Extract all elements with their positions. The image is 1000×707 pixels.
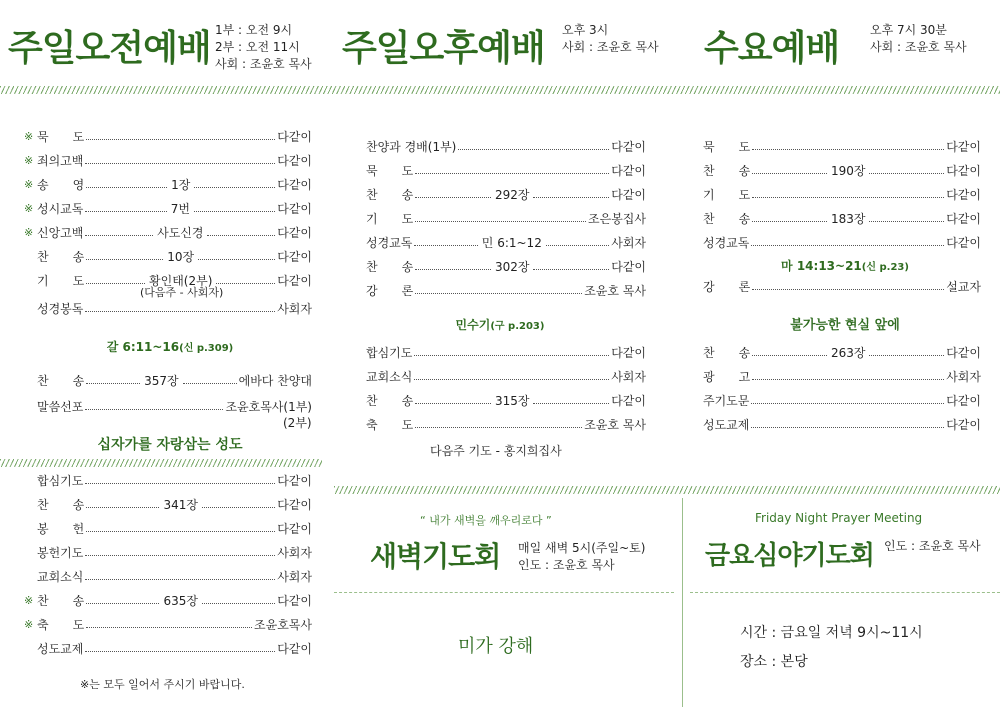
morning-service-host: 사회 : 조윤호 목사 — [215, 57, 312, 71]
order-label: 봉헌기도 — [37, 545, 84, 560]
morning-service-second: 2부 : 오전 11시 — [215, 40, 300, 54]
morning-closing-row — [24, 638, 312, 658]
order-value: 다같이 — [277, 249, 312, 264]
morning-service-first: 1부 : 오전 9시 — [215, 23, 293, 37]
order-label: 찬 송 — [37, 497, 85, 512]
leader-dots — [751, 427, 944, 428]
order-label: 축 도 — [37, 617, 85, 632]
morning-prayer-note: (다음주 - 사회자) — [140, 286, 224, 299]
morning-closing-row — [24, 566, 312, 586]
order-label: 합심기도 — [366, 345, 413, 360]
order-label: 강 론 — [366, 283, 414, 298]
order-value: 다같이 — [277, 177, 313, 192]
order-value: 조윤호 목사 — [584, 283, 646, 298]
order-value: 사회자 — [946, 369, 981, 384]
leader-dots — [86, 259, 163, 260]
leader-dots — [869, 355, 944, 356]
leader-dots — [86, 603, 159, 604]
leader-dots — [546, 245, 609, 246]
order-value: 조윤호 목사 — [584, 417, 646, 432]
leader-dots — [85, 651, 275, 652]
leader-dots — [86, 531, 275, 532]
afternoon-sermon-book: 민수기 — [455, 318, 491, 332]
order-label: 찬 송 — [37, 373, 85, 388]
dawn-quote: “ 내가 새벽을 깨우리로다 ” — [420, 514, 552, 527]
wednesday-sermon-title: 불가능한 현실 앞에 — [790, 318, 900, 333]
wednesday-closing-row — [703, 414, 981, 434]
leader-dots — [414, 379, 609, 380]
order-label: 성경봉독 — [37, 301, 84, 316]
order-label: 성시교독 — [37, 201, 84, 216]
order-detail: 사도신경 — [157, 225, 204, 240]
friday-prayer-leader: 인도 : 조윤호 목사 — [884, 539, 981, 553]
afternoon-service-meta — [562, 22, 659, 56]
order-detail: 635장 — [163, 593, 198, 608]
afternoon-sermon — [440, 316, 560, 333]
wednesday-closing-row — [703, 366, 981, 386]
leader-dots — [85, 163, 275, 164]
leader-dots — [85, 409, 223, 410]
morning-scripture — [100, 338, 240, 355]
leader-dots — [194, 211, 275, 212]
order-value: 사회자 — [277, 545, 312, 560]
order-label: 찬 송 — [366, 393, 414, 408]
order-value: 조윤호목사 — [254, 617, 312, 632]
leader-dots — [85, 483, 275, 484]
order-value: 다같이 — [946, 345, 981, 360]
wednesday-order-row — [703, 136, 981, 156]
stand-mark: ※ — [24, 225, 34, 239]
order-label: 기 도 — [366, 211, 414, 226]
order-value: 사회자 — [277, 569, 312, 584]
afternoon-sermon-ref: (구 p.203) — [490, 321, 545, 332]
order-value: 다같이 — [611, 345, 646, 360]
morning-order-row — [24, 150, 312, 170]
order-label: 묵 도 — [366, 163, 414, 178]
header-divider — [0, 86, 1000, 94]
leader-dots — [415, 427, 582, 428]
leader-dots — [752, 197, 944, 198]
leader-dots — [752, 149, 944, 150]
morning-closing-row — [24, 518, 312, 538]
morning-closing-row — [24, 470, 312, 490]
stand-mark: ※ — [24, 153, 34, 167]
order-value: 다같이 — [946, 211, 981, 226]
order-label: 성도교제 — [37, 641, 84, 656]
bottom-vertical-divider — [682, 498, 683, 707]
order-value: 다같이 — [277, 641, 312, 656]
order-value: 조윤호목사(1부) — [225, 399, 312, 414]
leader-dots — [533, 197, 609, 198]
order-label: 교회소식 — [366, 369, 413, 384]
leader-dots — [86, 627, 252, 628]
order-detail: 263장 — [830, 345, 866, 360]
leader-dots — [751, 403, 944, 404]
leader-dots — [752, 221, 827, 222]
order-value: 설교자 — [946, 279, 981, 294]
order-value: 다같이 — [277, 225, 312, 240]
dawn-prayer-title: 새벽기도회 — [370, 540, 501, 573]
leader-dots — [86, 383, 140, 384]
wednesday-service-title: 수요예배 — [704, 28, 840, 69]
order-value: 다같이 — [611, 139, 646, 154]
order-label: 교회소식 — [37, 569, 84, 584]
afternoon-order-row — [366, 280, 646, 300]
wednesday-sermon-row — [703, 276, 981, 296]
order-label: 죄의고백 — [37, 153, 84, 168]
order-detail: 315장 — [494, 393, 530, 408]
morning-scripture-ref: (신 p.309) — [179, 343, 234, 354]
stand-mark: ※ — [24, 177, 34, 191]
wednesday-scripture-passage: 마 14:13~21 — [781, 259, 862, 273]
leader-dots — [86, 507, 159, 508]
morning-order-row — [24, 174, 312, 194]
leader-dots — [415, 197, 491, 198]
order-label: 기 도 — [703, 187, 751, 202]
order-value: 다같이 — [277, 153, 312, 168]
order-detail: 민 6:1~12 — [481, 235, 542, 250]
leader-dots — [752, 379, 944, 380]
friday-prayer-time: 시간 : 금요일 저녁 9시~11시 — [740, 625, 923, 641]
morning-footnote: ※는 모두 일어서 주시기 바랍니다. — [80, 678, 245, 691]
order-label: 강 론 — [703, 279, 751, 294]
afternoon-order-row — [366, 184, 646, 204]
leader-dots — [183, 383, 237, 384]
order-label: 찬양과 경배(1부) — [366, 139, 457, 154]
dawn-prayer-leader: 인도 : 조윤호 목사 — [518, 558, 615, 572]
order-detail: 1장 — [171, 177, 191, 192]
leader-dots — [85, 311, 275, 312]
leader-dots — [85, 555, 275, 556]
afternoon-next-prayer: 다음주 기도 - 홍지희집사 — [430, 444, 562, 458]
order-detail: 10장 — [167, 249, 195, 264]
order-label: 찬 송 — [703, 345, 751, 360]
dawn-dashed-divider — [334, 592, 674, 593]
leader-dots — [202, 603, 275, 604]
order-label: 묵 도 — [37, 129, 85, 144]
order-label: 축 도 — [366, 417, 414, 432]
dawn-lecture: 미가 강해 — [458, 636, 534, 657]
afternoon-order-row — [366, 232, 646, 252]
wednesday-service-time: 오후 7시 30분 — [870, 23, 947, 37]
afternoon-closing-row — [366, 414, 646, 434]
afternoon-order-row — [366, 208, 646, 228]
morning-order-row — [24, 222, 312, 242]
order-value: 다같이 — [946, 187, 981, 202]
afternoon-closing-row — [366, 342, 646, 362]
wednesday-order-row — [703, 232, 981, 252]
morning-scripture-passage: 갈 6:11~16 — [106, 340, 180, 354]
wednesday-closing-row — [703, 342, 981, 362]
order-value: 다같이 — [277, 473, 312, 488]
morning-closing-row — [24, 542, 312, 562]
leader-dots — [415, 293, 582, 294]
leader-dots — [458, 149, 609, 150]
order-value: 다같이 — [611, 187, 646, 202]
order-value: 사회자 — [611, 235, 647, 250]
leader-dots — [751, 245, 944, 246]
leader-dots — [414, 355, 609, 356]
dawn-prayer-meta — [518, 540, 645, 574]
leader-dots — [533, 269, 609, 270]
afternoon-closing-row — [366, 390, 646, 410]
morning-order-row — [24, 126, 312, 146]
wednesday-service-meta — [870, 22, 967, 56]
order-detail: 190장 — [830, 163, 866, 178]
order-value: 다같이 — [946, 417, 981, 432]
order-detail: 7번 — [170, 201, 190, 216]
afternoon-order-row — [366, 160, 646, 180]
afternoon-service-host: 사회 : 조윤호 목사 — [562, 40, 659, 54]
order-value: 다같이 — [611, 393, 646, 408]
order-detail: 341장 — [163, 497, 198, 512]
order-value: 다같이 — [946, 235, 981, 250]
order-detail: 황인태(2부) — [149, 273, 213, 288]
leader-dots — [86, 139, 275, 140]
leader-dots — [869, 173, 944, 174]
morning-closing-row — [24, 494, 312, 514]
dawn-prayer-time: 매일 새벽 5시(주일~토) — [518, 541, 646, 555]
order-value: 조은봉집사 — [588, 211, 646, 226]
order-label: 기 도 — [37, 273, 85, 288]
leader-dots — [202, 507, 275, 508]
stand-mark: ※ — [24, 617, 34, 631]
order-label: 찬 송 — [366, 187, 414, 202]
friday-subtitle: Friday Night Prayer Meeting — [755, 511, 923, 525]
order-value: 에바다 찬양대 — [238, 373, 312, 388]
stand-mark: ※ — [24, 593, 34, 607]
leader-dots — [198, 259, 275, 260]
order-detail: 357장 — [144, 373, 179, 388]
leader-dots — [533, 403, 609, 404]
order-detail: 302장 — [494, 259, 530, 274]
leader-dots — [414, 245, 477, 246]
order-value: 사회자 — [277, 301, 312, 316]
morning-divider — [0, 459, 322, 467]
friday-prayer-place: 장소 : 본당 — [740, 654, 808, 670]
order-label: 송 영 — [37, 177, 85, 192]
afternoon-service-time: 오후 3시 — [562, 23, 609, 37]
wednesday-scripture-ref: (신 p.23) — [861, 262, 909, 273]
morning-sermon-row — [37, 396, 312, 416]
wednesday-order-row — [703, 160, 981, 180]
morning-sermon-row — [37, 370, 312, 390]
order-value: 다같이 — [946, 139, 981, 154]
wednesday-order-row — [703, 184, 981, 204]
morning-sermon-title: 십자가를 자랑삼는 성도 — [97, 437, 243, 453]
wednesday-service-host: 사회 : 조윤호 목사 — [870, 40, 967, 54]
bottom-divider — [334, 486, 1000, 494]
leader-dots — [415, 221, 586, 222]
afternoon-order-row — [366, 256, 646, 276]
order-value: 다같이 — [611, 163, 646, 178]
morning-reading-row — [37, 298, 312, 318]
morning-closing-row — [24, 614, 312, 634]
order-label: 찬 송 — [37, 593, 85, 608]
leader-dots — [86, 187, 167, 188]
morning-order-row — [24, 246, 312, 266]
friday-dashed-divider — [690, 592, 1000, 593]
order-label: 묵 도 — [703, 139, 751, 154]
order-value: 다같이 — [946, 163, 981, 178]
morning-closing-row — [24, 590, 312, 610]
stand-mark: ※ — [24, 201, 34, 215]
afternoon-closing-row — [366, 366, 646, 386]
afternoon-service-title: 주일오후예배 — [342, 28, 545, 69]
leader-dots — [85, 579, 275, 580]
order-label: 광 고 — [703, 369, 751, 384]
order-label: 찬 송 — [703, 163, 751, 178]
order-value: 다같이 — [611, 259, 646, 274]
leader-dots — [86, 283, 145, 284]
order-label: 찬 송 — [366, 259, 414, 274]
order-value: 다같이 — [277, 521, 312, 536]
order-label: 말씀선포 — [37, 399, 84, 414]
leader-dots — [216, 283, 275, 284]
order-value: 다같이 — [946, 393, 981, 408]
leader-dots — [752, 355, 827, 356]
morning-service-meta — [215, 22, 312, 73]
order-label: 찬 송 — [703, 211, 751, 226]
morning-sermon-note: (2부) — [283, 416, 312, 430]
leader-dots — [207, 235, 275, 236]
order-label: 성경교독 — [366, 235, 413, 250]
leader-dots — [415, 403, 491, 404]
leader-dots — [752, 289, 944, 290]
order-detail: 183장 — [830, 211, 866, 226]
morning-service-title: 주일오전예배 — [8, 28, 211, 69]
stand-mark: ※ — [24, 129, 34, 143]
wednesday-order-row — [703, 208, 981, 228]
leader-dots — [85, 211, 166, 212]
order-value: 다같이 — [277, 273, 312, 288]
wednesday-closing-row — [703, 390, 981, 410]
order-detail: 292장 — [494, 187, 530, 202]
wednesday-scripture — [770, 257, 920, 274]
order-label: 성도교제 — [703, 417, 750, 432]
order-label: 신앙고백 — [37, 225, 84, 240]
leader-dots — [194, 187, 275, 188]
leader-dots — [752, 173, 827, 174]
order-value: 다같이 — [277, 201, 313, 216]
afternoon-order-row — [366, 136, 646, 156]
order-value: 다같이 — [277, 129, 312, 144]
leader-dots — [85, 235, 153, 236]
order-label: 주기도문 — [703, 393, 750, 408]
order-label: 찬 송 — [37, 249, 85, 264]
leader-dots — [869, 221, 944, 222]
morning-order-row — [24, 198, 312, 218]
friday-prayer-title: 금요심야기도회 — [705, 541, 874, 571]
leader-dots — [415, 173, 609, 174]
order-label: 성경교독 — [703, 235, 750, 250]
leader-dots — [415, 269, 491, 270]
order-value: 다같이 — [277, 497, 312, 512]
order-label: 봉 헌 — [37, 521, 85, 536]
order-label: 합심기도 — [37, 473, 84, 488]
order-value: 다같이 — [277, 593, 312, 608]
order-value: 사회자 — [611, 369, 646, 384]
